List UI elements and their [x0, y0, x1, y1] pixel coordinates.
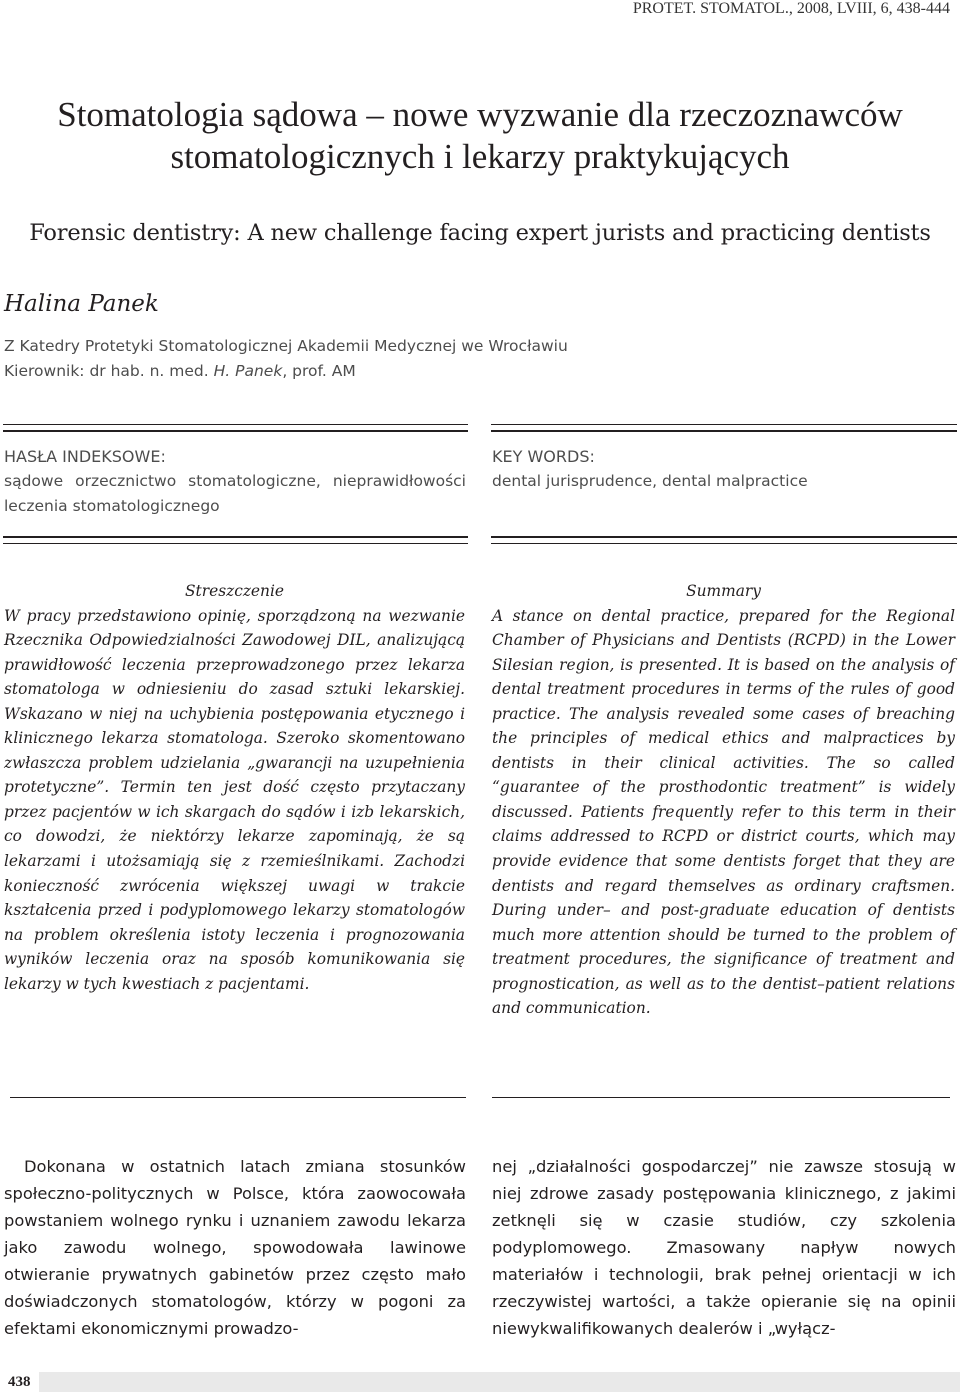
keywords-polish-label: HASŁA INDEKSOWE: — [4, 447, 166, 466]
title-polish-line-1: Stomatologia sądowa – nowe wyzwanie dla rzeczoznawców — [57, 95, 903, 134]
article-title-english: Forensic dentistry: A new challenge facing expert jurists and practicing dentists — [29, 220, 931, 246]
keywords-polish — [4, 445, 466, 519]
keywords-en-bottom-rule-thick — [491, 536, 957, 538]
title-polish-line-2: stomatologicznych i lekarzy praktykujących — [170, 137, 790, 176]
abstract-polish-title: Streszczenie — [185, 582, 284, 600]
keywords-polish-text: sądowe orzecznictwo stomatologiczne, nieprawidłowości leczenia stomatologicznego — [4, 472, 466, 515]
section-separator-right — [492, 1097, 950, 1098]
keywords-en-top-rule-thin — [491, 424, 957, 425]
keywords-pl-top-rule-thick — [3, 430, 468, 432]
article-title-polish — [0, 94, 960, 178]
keywords-en-bottom-rule-thin — [491, 543, 957, 544]
abstract-polish — [4, 579, 465, 996]
keywords-english-text: dental jurisprudence, dental malpractice — [492, 472, 808, 490]
abstract-polish-text: W pracy przedstawiono opinię, sporządzoną na wezwanie Rzecznika Odpowiedzialności Zawodowej DIL, analizującą prawidłowość leczenia przeprowadzonego przez lekarza stomatologa w odniesieniu do zasad sztuki lekarskiej. Wskazano w niej na uchybienia postępowania etycznego i klinicznego lekarza stomatologa. Szeroko skomentowano zwłaszcza problem udzielania „gwarancji na uzupełnienia protetyczne”. Termin ten jest dość często przytaczany przez pacjentów w ich skargach do sądów i izb lekarskich, co dowodzi, że niektórzy lekarze zapominają, że są lekarzami i utożsamiają się z rzemieślnikami. Zachodzi konieczność zwrócenia większej uwagi w trakcie kształcenia przed i podyplomowego lekarzy stomatologów na problem określenia istoty leczenia i prognozowania wyników leczenia oraz na sposób komunikowania się lekarzy w tych kwestiach z pacjentami. — [4, 606, 465, 993]
footer-bar — [0, 1372, 960, 1392]
keywords-english — [492, 445, 956, 494]
abstract-english-text: A stance on dental practice, prepared for the Regional Chamber of Physicians and Dentists (RCPD) in the Lower Silesian region, is presented. It is based on the analysis of dental treatment procedures in terms of the rules of good practice. The analysis revealed some cases of breaching the principles of medical ethics and malpractices by dentists in their clinical activities. The so called “guarantee of the prosthodontic treatment” is widely discussed. Patients frequently refer to this term in their claims addressed to RCPD or district courts, which may provide evidence that some dentists forget that they are dentists and regard themselves as ordinary craftsmen. During under– and post-graduate education of dentists much more attention should be turned to the problem of treatment procedures, the significance of treatment and prognostication, as well as to the dentist–patient relations and communication. — [492, 606, 955, 1018]
body-column-right: nej „działalności gospodarczej” nie zawsze stosują w niej zdrowe zasady postępowania klinicznego, z jakimi zetknęli się w czasie studiów, czy szkolenia podyplomowego. Zmasowany napływ nowych materiałów i technologii, brak pełnej orientacji w ich rzeczywistej wartości, a także opieranie się na opinii niewykwalifikowanych dealerów i „wyłącz- — [492, 1157, 956, 1338]
journal-reference: PROTET. STOMATOL., 2008, LVIII, 6, 438-444 — [632, 0, 950, 17]
abstract-english — [492, 579, 955, 1021]
body-column-left: Dokonana w ostatnich latach zmiana stosunków społeczno-politycznych w Polsce, która zaowocowała powstaniem wolnego rynku i uznaniem zawodu lekarza jako zawodu wolnego, spowodowała lawinowe otwieranie prywatnych gabinetów przez często mało doświadczonych stomatologów, którzy w pogoni za efektami ekonomicznymi prowadzo- — [4, 1157, 466, 1338]
head-prefix: Kierownik: dr hab. n. med. — [4, 362, 214, 380]
keywords-en-top-rule-thick — [491, 430, 957, 432]
keywords-english-label: KEY WORDS: — [492, 447, 595, 466]
section-separator-left — [10, 1097, 466, 1098]
affiliation-head — [4, 359, 568, 384]
page-number: 438 — [0, 1372, 39, 1392]
keywords-pl-bottom-rule-thin — [3, 543, 468, 544]
keywords-pl-bottom-rule-thick — [3, 536, 468, 538]
abstract-english-title: Summary — [686, 582, 761, 600]
affiliation-block — [4, 334, 568, 384]
author-name: Halina Panek — [4, 291, 159, 317]
head-suffix: , prof. AM — [282, 362, 356, 380]
head-name: H. Panek — [213, 362, 283, 380]
keywords-pl-top-rule-thin — [3, 424, 468, 425]
affiliation-department: Z Katedry Protetyki Stomatologicznej Akademii Medycznej we Wrocławiu — [4, 337, 568, 355]
